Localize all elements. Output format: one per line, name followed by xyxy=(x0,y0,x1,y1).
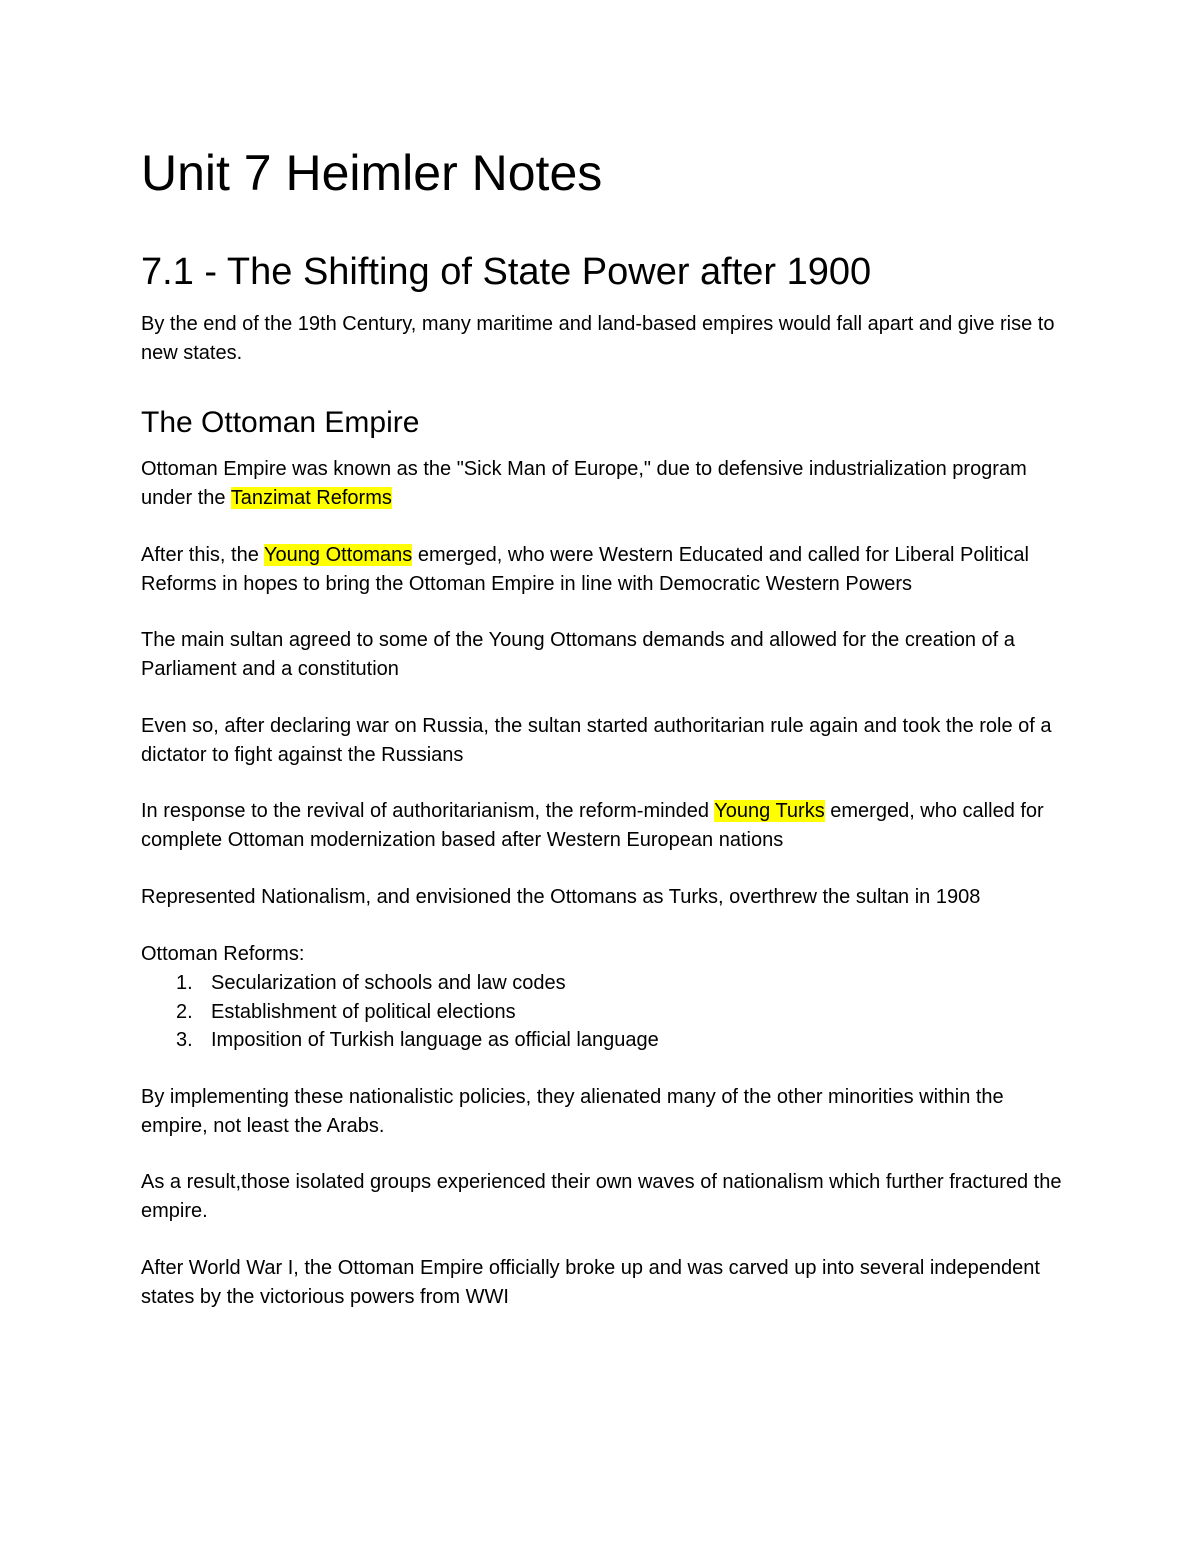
list-item xyxy=(141,998,659,1027)
paragraph-text: After this, the xyxy=(141,544,265,566)
paragraph-nationalism: Represented Nationalism, and envisioned the Ottomans as Turks, overthrew the sultan in 1908 xyxy=(141,886,981,908)
paragraph-text: emerged, who were Western Educated and called for Liberal Political Reforms in hopes to bring the Ottoman Empire in line with Democratic Western Powers xyxy=(141,544,1029,595)
paragraph-war-on-russia: Even so, after declaring war on Russia, the sultan started authoritarian rule again and took the role of a dictator to fight against the Russians xyxy=(141,715,1052,766)
paragraph-young-ottomans xyxy=(141,541,1071,598)
paragraph-after-wwi: After World War I, the Ottoman Empire officially broke up and was carved up into several independent states by the victorious powers from WWI xyxy=(141,1257,1040,1308)
reforms-label: Ottoman Reforms: xyxy=(141,943,305,965)
list-item-text: Establishment of political elections xyxy=(211,1000,516,1023)
document-title: Unit 7 Heimler Notes xyxy=(141,145,603,201)
list-item-text: Secularization of schools and law codes xyxy=(211,972,566,994)
paragraph-text: In response to the revival of authoritarianism, the reform-minded xyxy=(141,800,715,822)
section-heading: 7.1 - The Shifting of State Power after 1900 xyxy=(141,251,872,293)
paragraph-fractured-empire: As a result,those isolated groups experienced their own waves of nationalism which further fractured the empire. xyxy=(141,1171,1062,1222)
intro-paragraph: By the end of the 19th Century, many maritime and land-based empires would fall apart and give rise to new states. xyxy=(141,313,1055,364)
reforms-list xyxy=(141,969,659,1055)
list-item xyxy=(141,969,659,998)
highlight-young-ottomans: Young Ottomans xyxy=(264,544,413,566)
subsection-heading: The Ottoman Empire xyxy=(141,406,420,439)
list-item-text: Imposition of Turkish language as official language xyxy=(211,1029,659,1051)
paragraph-sick-man xyxy=(141,455,1071,512)
paragraph-parliament: The main sultan agreed to some of the Young Ottomans demands and allowed for the creation of a Parliament and a constitution xyxy=(141,629,1015,680)
list-item xyxy=(141,1026,659,1055)
paragraph-alienated-minorities: By implementing these nationalistic policies, they alienated many of the other minorities within the empire, not least the Arabs. xyxy=(141,1086,1004,1137)
paragraph-text: Ottoman Empire was known as the "Sick Man of Europe," due to defensive industrialization program under the xyxy=(141,458,1027,509)
list-item-number: 3. xyxy=(176,1029,193,1051)
paragraph-text: emerged, who called for complete Ottoman modernization based after Western European nations xyxy=(141,800,1044,851)
list-item-number: 1. xyxy=(176,972,193,994)
list-item-number: 2. xyxy=(176,1000,193,1023)
paragraph-young-turks xyxy=(141,797,1071,854)
highlight-tanzimat-reforms: Tanzimat Reforms xyxy=(230,486,392,509)
highlight-young-turks: Young Turks xyxy=(714,800,825,822)
